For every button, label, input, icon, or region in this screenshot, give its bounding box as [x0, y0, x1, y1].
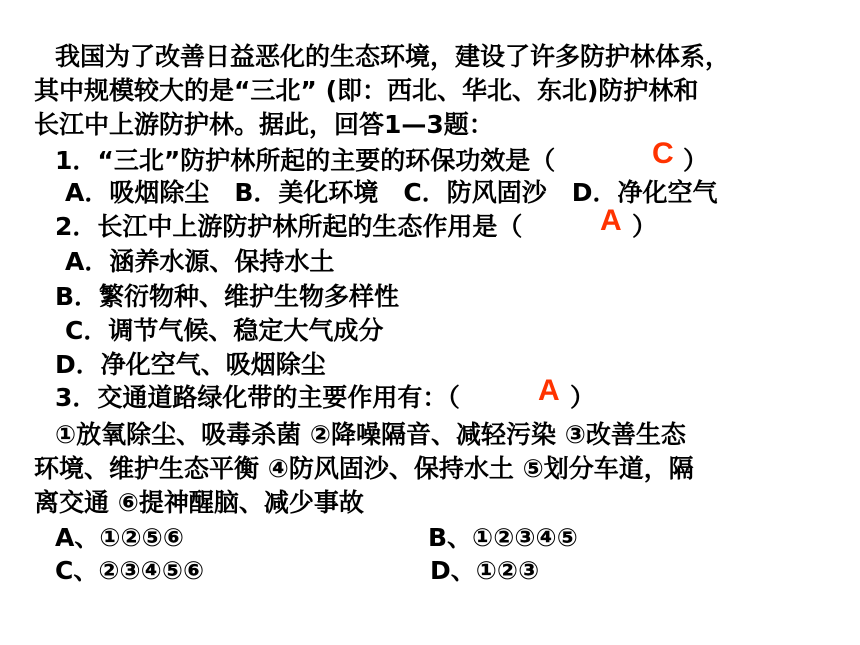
q3-option-a: A、①②⑤⑥ — [55, 523, 185, 552]
q3-stem: 3．交通道路绿化带的主要作用有：（ — [55, 383, 460, 412]
q3-close: ） — [570, 383, 596, 412]
q2-close: ） — [632, 212, 658, 241]
intro-line-1: 我国为了改善日益恶化的生态环境，建设了许多防护林体系， — [55, 42, 731, 71]
q3-line-2: 环境、维护生态平衡 ④防风固沙、保持水土 ⑤划分车道，隔 — [34, 454, 694, 483]
q1-close: ） — [683, 146, 709, 175]
q2-stem: 2．长江中上游防护林所起的生态作用是（ — [55, 212, 523, 241]
q2-option-b: B．繁衍物种、维护生物多样性 — [55, 282, 400, 311]
q3-answer: A — [538, 374, 560, 407]
intro-line-3: 长江中上游防护林。据此，回答1—3题： — [34, 110, 494, 139]
q3-option-b: B、①②③④⑤ — [428, 523, 578, 552]
q2-option-a: A．涵养水源、保持水土 — [65, 247, 335, 276]
q2-option-c: C．调节气候、稳定大气成分 — [65, 316, 384, 345]
q1-options: A．吸烟除尘 B．美化环境 C．防风固沙 D．净化空气 — [65, 178, 718, 207]
q3-option-d: D、①②③ — [430, 556, 540, 585]
q3-line-3: 离交通 ⑥提神醒脑、减少事故 — [34, 488, 364, 517]
q2-answer: A — [600, 204, 622, 237]
q3-line-1: ①放氧除尘、吸毒杀菌 ②降噪隔音、减轻污染 ③改善生态 — [55, 420, 686, 449]
q1-stem: 1．“三北”防护林所起的主要的环保功效是（ — [55, 146, 556, 175]
q2-option-d: D．净化空气、吸烟除尘 — [55, 350, 326, 379]
intro-line-2: 其中规模较大的是“三北” (即：西北、华北、东北)防护林和 — [34, 76, 699, 105]
q3-option-c: C、②③④⑤⑥ — [55, 556, 205, 585]
q1-answer: C — [652, 137, 674, 170]
